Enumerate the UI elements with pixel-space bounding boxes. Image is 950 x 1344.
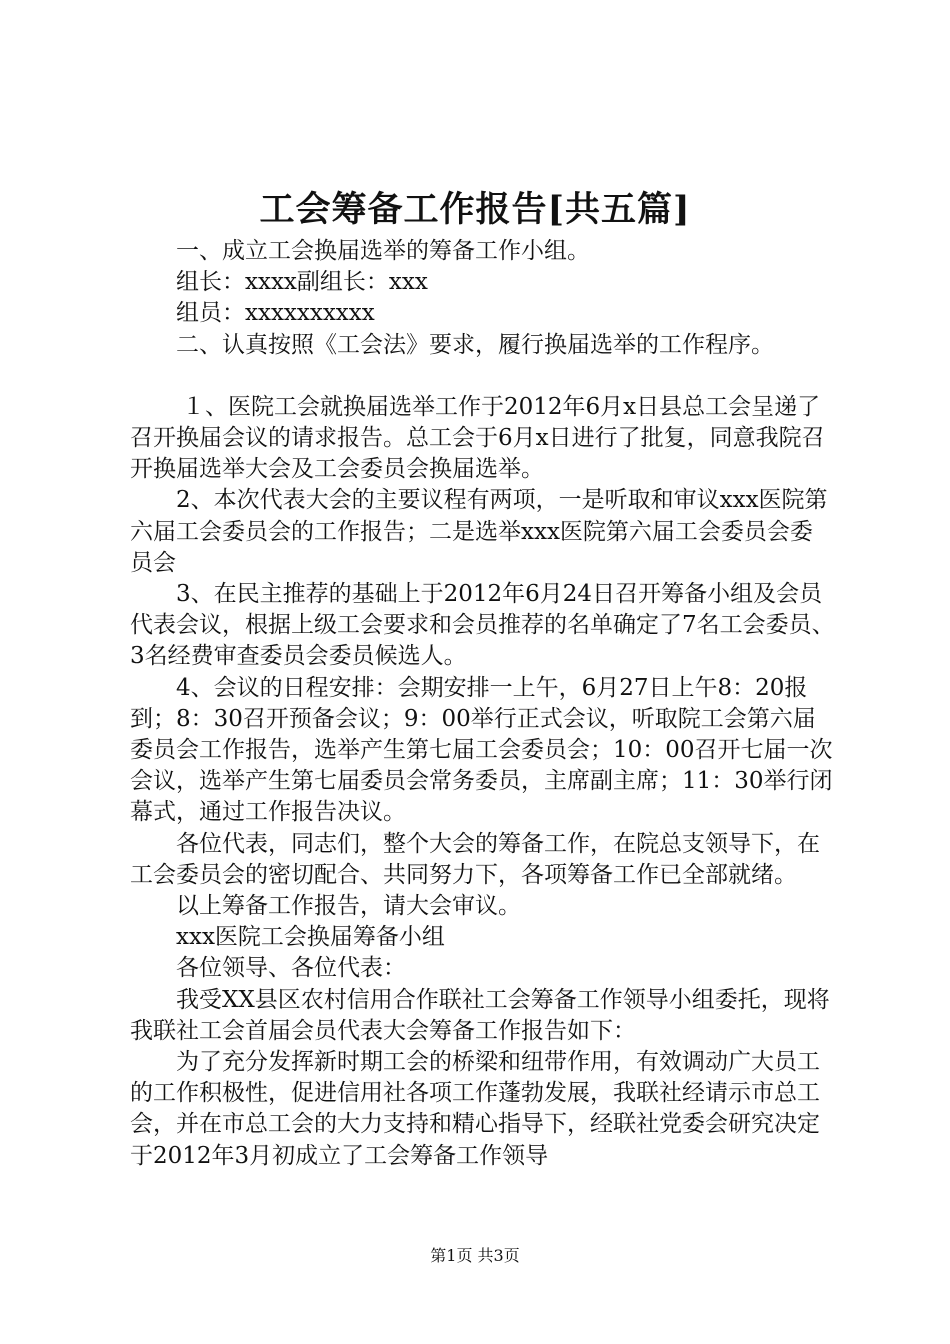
paragraph: 各位代表，同志们，整个大会的筹备工作，在院总支领导下，在工会委员会的密切配合、共同努力下，各项筹备工作已全部就绪。 bbox=[130, 830, 820, 888]
paragraph: 2、本次代表大会的主要议程有两项，一是听取和审议xxx医院第六届工会委员会的工作报告；二是选举xxx医院第六届工会委员会委员会 bbox=[130, 487, 828, 576]
paragraph: 一、成立工会换届选举的筹备工作小组。 bbox=[176, 238, 590, 264]
paragraph: 我受XX县区农村信用合作联社工会筹备工作领导小组委托，现将我联社工会首届会员代表大会筹备工作报告如下： bbox=[130, 986, 830, 1044]
paragraph: 以上筹备工作报告，请大会审议。 bbox=[176, 893, 521, 920]
document-title: 工会筹备工作报告[共五篇] bbox=[259, 189, 691, 230]
paragraph: 为了充分发挥新时期工会的桥梁和纽带作用，有效调动广大员工的工作积极性，促进信用社各项工作蓬勃发展，我联社经请示市总工会，并在市总工会的大力支持和精心指导下，经联社党委会研究决定于2012年3月初成立了工会筹备工作领导 bbox=[130, 1049, 820, 1169]
page-number: 第1页 共3页 bbox=[430, 1246, 520, 1265]
paragraph: 4、会议的日程安排：会期安排一上午，6月27日上午8：20报到；8：30召开预备会议；9：00举行正式会议，听取院工会第六届委员会工作报告，选举产生第七届工会委员会；10：00召开七届一次会议，选举产生第七届委员会常务委员，主席副主席；11：30举行闭幕式，通过工作报告决议。 bbox=[130, 674, 833, 826]
paragraph: 组员：xxxxxxxxxx bbox=[176, 300, 375, 327]
paragraph: 3、在民主推荐的基础上于2012年6月24日召开筹备小组及会员代表会议，根据上级工会要求和会员推荐的名单确定了7名工会委员、3名经费审查委员会委员候选人。 bbox=[130, 581, 835, 670]
paragraph: １、医院工会就换届选举工作于2012年6月x日县总工会呈递了召开换届会议的请求报告。总工会于6月x日进行了批复，同意我院召开换届选举大会及工会委员会换届选举。 bbox=[130, 393, 825, 483]
document-body bbox=[130, 236, 835, 1172]
blank-line bbox=[130, 361, 835, 392]
salutation: 各位领导、各位代表： bbox=[176, 955, 406, 982]
signature-line: xxx医院工会换届筹备小组 bbox=[176, 924, 445, 951]
paragraph: 二、认真按照《工会法》要求，履行换届选举的工作程序。 bbox=[176, 331, 774, 358]
paragraph: 组长：xxxx副组长：xxx bbox=[176, 269, 428, 296]
